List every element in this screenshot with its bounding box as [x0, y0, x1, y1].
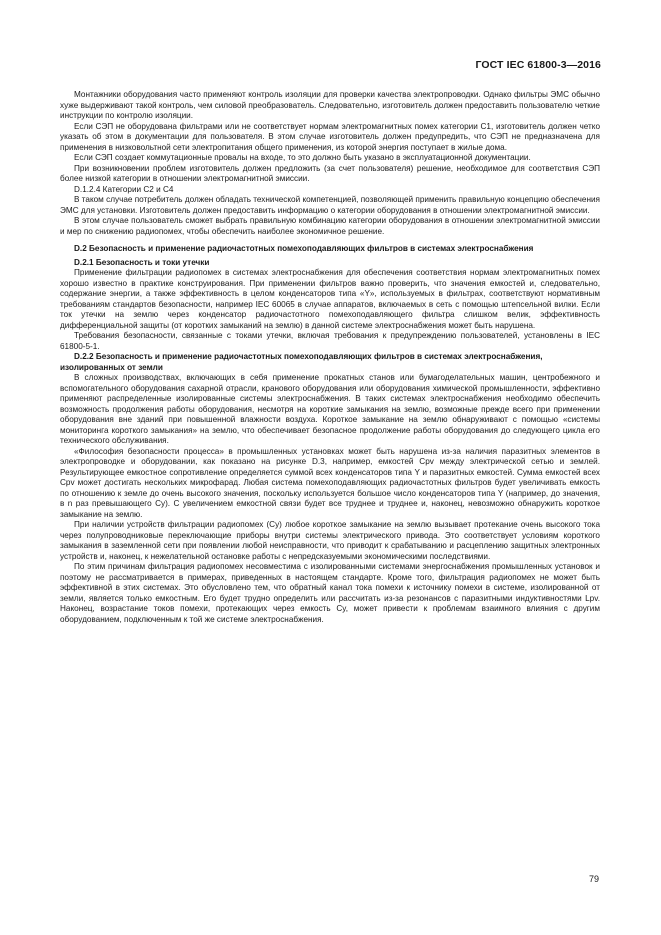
subsection-label: D.1.2.4 Категории С2 и С4	[74, 184, 174, 194]
section-heading-d22: D.2.2 Безопасность и применение радиочастотных помехоподавляющих фильтров в системах электроснабжения, изолированных от земли	[60, 352, 543, 372]
paragraph: При возникновении проблем изготовитель должен предложить (за счет пользователя) решение, необходимое для соответствия СЭП более низкой категории в отношении электромагнитной эмиссии.	[60, 163, 600, 183]
paragraph: «Философия безопасности процесса» в промышленных установках может быть нарушена из-за наличия паразитных элементов в электропроводке и оборудовании, как показано на рисунке D.3, например, емкостей Cpv между электрической сетью и землей. Результирующее емкостное сопротивление определяется суммой всех конденсаторов типа Y и паразитных емкостей. Сумма емкостей всех Cpv может достигать нескольких микрофарад. Любая система помехоподавляющих радиочастотных фильтров будет увеличивать емкость по отношению к земле до очень высокого значения, поскольку используется большое число конденсаторов типа Y (например, до значения, в n раз превышающего Cy). С увеличением емкостной связи будет все труднее и труднее и, наконец, невозможно обнаружить короткое замыкание на землю.	[60, 446, 600, 519]
paragraph: В этом случае пользователь сможет выбрать правильную комбинацию категории оборудования в отношении электромагнитной эмиссии и мер по снижению радиопомех, чтобы обеспечить наиболее экономичное решение.	[60, 216, 600, 236]
paragraph: Если СЭП не оборудована фильтрами или не соответствует нормам электромагнитных помех категории С1, изготовитель должен четко указать об этом в документации для пользователя. В этом случае изготовитель должен предупредить, что СЭП не предназначена для применения в низковольтной сети электропитания общего применения, из которой энергия поступает в жилые дома.	[60, 121, 600, 152]
paragraph: Монтажники оборудования часто применяют контроль изоляции для проверки качества электропроводки. Однако фильтры ЭМС обычно хуже выдерживают такой контроль, чем силовой преобразователь. Следовательно, изготовитель должен предоставить пользователю четкие инструкции по контролю изоляции.	[60, 90, 600, 120]
paragraph: Если СЭП создает коммутационные провалы на входе, то это должно быть указано в эксплуатационной документации.	[74, 153, 531, 162]
paragraph: Требования безопасности, связанные с токами утечки, включая требования к предупреждению пользователей, установлены в IEC 61800-5-1.	[60, 331, 600, 351]
paragraph: Применение фильтрации радиопомех в системах электроснабжения для обеспечения соответствия нормам электромагнитных помех хорошо известно в практике конструирования. При применении фильтров важно проверить, что значения емкостей и, следовательно, содержание энергии, а также эффективность в целом конденсаторов типа «Y», используемых в фильтрах, соответствуют нормативным требованиям стандартов безопасности, например IEC 60065 в случае аппаратов, включаемых в сеть с помощью штепсельной вилки. Если ток утечки на землю через конденсатор радиочастотного помехоподавляющего фильтра слишком велик, эффективность дифференциальной защиты (от коротких замыканий на землю) в данной системе электроснабжения может быть нарушена.	[60, 268, 600, 330]
section-heading-d21: D.2.1 Безопасность и токи утечки	[74, 257, 210, 267]
paragraph: При наличии устройств фильтрации радиопомех (Cy) любое короткое замыкание на землю вызывает протекание очень высокого тока через полупроводниковые переключающие приборы внутри системы электрического привода. Это соответствует условиям короткого замыкания в заземленной сети при появлении любой неисправности, что приводит к срабатыванию и расцеплению защитных электронных устройств и, наконец, к нежелательной остановке работы с непредсказуемыми экономическими последствиями.	[60, 520, 600, 561]
page-number: 79	[588, 874, 599, 884]
paragraph: По этим причинам фильтрация радиопомех несовместима с изолированными системами энергоснабжения промышленных установок и поэтому не рассматривается в примерах, приведенных в настоящем стандарте. Кроме того, фильтрация радиопомех не может быть эффективной в этих системах. Это обусловлено тем, что обратный канал тока помехи к источнику помехи в системе, изолированной от земли, является только емкостным. Его будет трудно определить или рассчитать из-за резонансов с паразитными индуктивностями Lpv. Наконец, возрастание токов помехи, протекающих через емкость Cy, может привести к проблемам взаимного влияния с другим оборудованием, подключенным к той же системе электроснабжения.	[60, 562, 600, 624]
paragraph: В таком случае потребитель должен обладать технической компетенцией, позволяющей применить правильную концепцию обеспечения ЭМС для установки. Изготовитель должен предоставить информацию о категории оборудования в отношении электромагнитной эмиссии.	[60, 195, 600, 215]
document-code-header: ГОСТ IEC 61800-3—2016	[475, 59, 601, 71]
document-body	[60, 90, 600, 625]
paragraph: В сложных производствах, включающих в себя применение прокатных станов или бумагоделательных машин, центробежного и вспомогательного оборудования сахарной отрасли, кранового оборудования или оборудования химической промышленности, эффективно применяют распределенные изолированные системы электроснабжения. В таких системах электроснабжения необходимо обеспечить возможность продолжения работы оборудования, несмотря на короткие замыкания на землю, возможные прежде всего при применении оборудования вне зданий при повышенной влажности воздуха. Короткое замыкание на землю обнаруживают с помощью «системы мониторинга короткого замыкания» на землю, что обеспечивает безопасное продолжение работы оборудования до следующего цикла его технического обслуживания.	[60, 373, 600, 445]
section-heading-d2: D.2 Безопасность и применение радиочастотных помехоподавляющих фильтров в системах электроснабжения	[74, 244, 534, 253]
